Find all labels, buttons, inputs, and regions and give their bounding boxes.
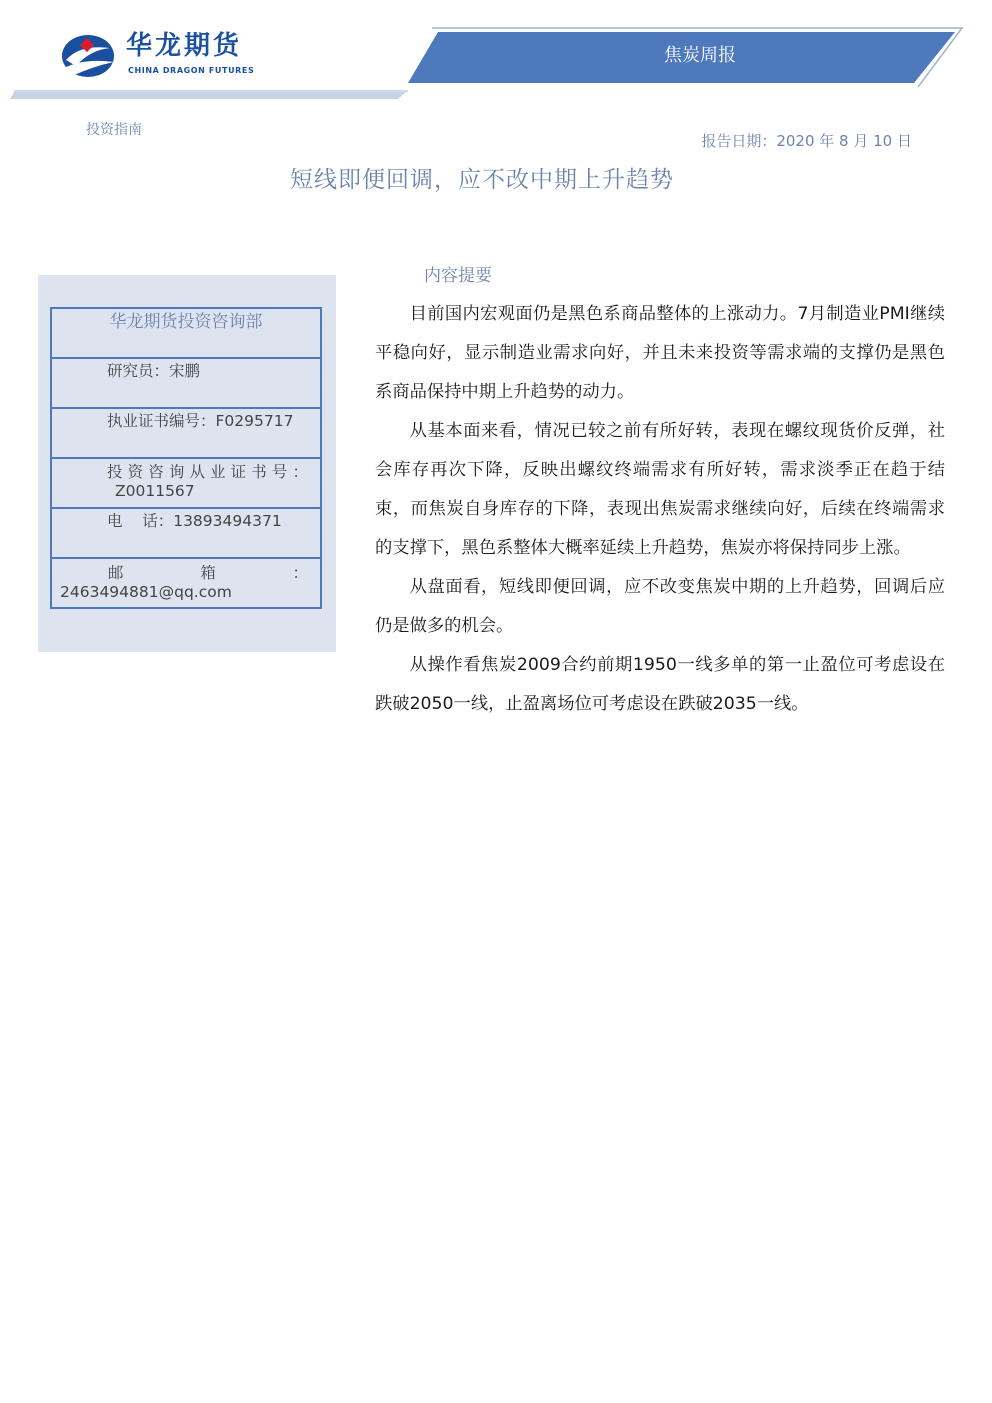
phone-number: 电 话：13893494371: [52, 509, 320, 559]
brand-name-cn: 华龙期货: [126, 31, 243, 61]
consult-license-number: Z0011567: [115, 482, 195, 500]
consult-license-label: 投 资 咨 询 从 业 证 书 号 ：: [107, 463, 308, 481]
department-name: 华龙期货投资咨询部: [52, 309, 320, 359]
summary-paragraph: 从操作看焦炭2009合约前期1950一线多单的第一止盈位可考虑设在跌破2050一线，止盈离场位可考虑设在跌破2035一线。: [375, 655, 945, 714]
contact-table: [50, 307, 322, 609]
summary-paragraph: 从盘面看，短线即便回调，应不改变焦炭中期的上升趋势，回调后应仍是做多的机会。: [375, 577, 945, 636]
page-title: 短线即便回调，应不改中期上升趋势: [290, 167, 674, 193]
summary-paragraph: 从基本面来看，情况已较之前有所好转，表现在螺纹现货价反弹，社会库存再次下降，反映出螺纹终端需求有所好转，需求淡季正在趋于结束，而焦炭自身库存的下降，表现出焦炭需求继续向好，后续在终端需求的支撑下，黑色系整体大概率延续上升趋势，焦炭亦将保持同步上涨。: [375, 421, 945, 558]
report-type-label: 焦炭周报: [664, 45, 736, 66]
email-row: [52, 559, 320, 607]
researcher-name: 研究员：宋鹏: [52, 359, 320, 409]
license-number: 执业证书编号：F0295717: [52, 409, 320, 459]
email-label: 邮 箱 ：: [108, 564, 308, 582]
report-date: 报告日期：2020 年 8 月 10 日: [701, 132, 912, 150]
summary-body: [375, 295, 945, 724]
email-address: 2463494881@qq.com: [60, 583, 232, 601]
brand-name-en: CHINA DRAGON FUTURES: [128, 66, 255, 75]
summary-heading: 内容提要: [424, 266, 492, 286]
logo-icon: [60, 28, 116, 80]
consult-license-row: [52, 459, 320, 509]
category-label: 投资指南: [86, 122, 142, 138]
header-underline-bar: [10, 92, 406, 99]
summary-paragraph: 目前国内宏观面仍是黑色系商品整体的上涨动力。7月制造业PMI继续平稳向好，显示制造业需求向好，并且未来投资等需求端的支撑仍是黑色系商品保持中期上升趋势的动力。: [375, 304, 945, 402]
